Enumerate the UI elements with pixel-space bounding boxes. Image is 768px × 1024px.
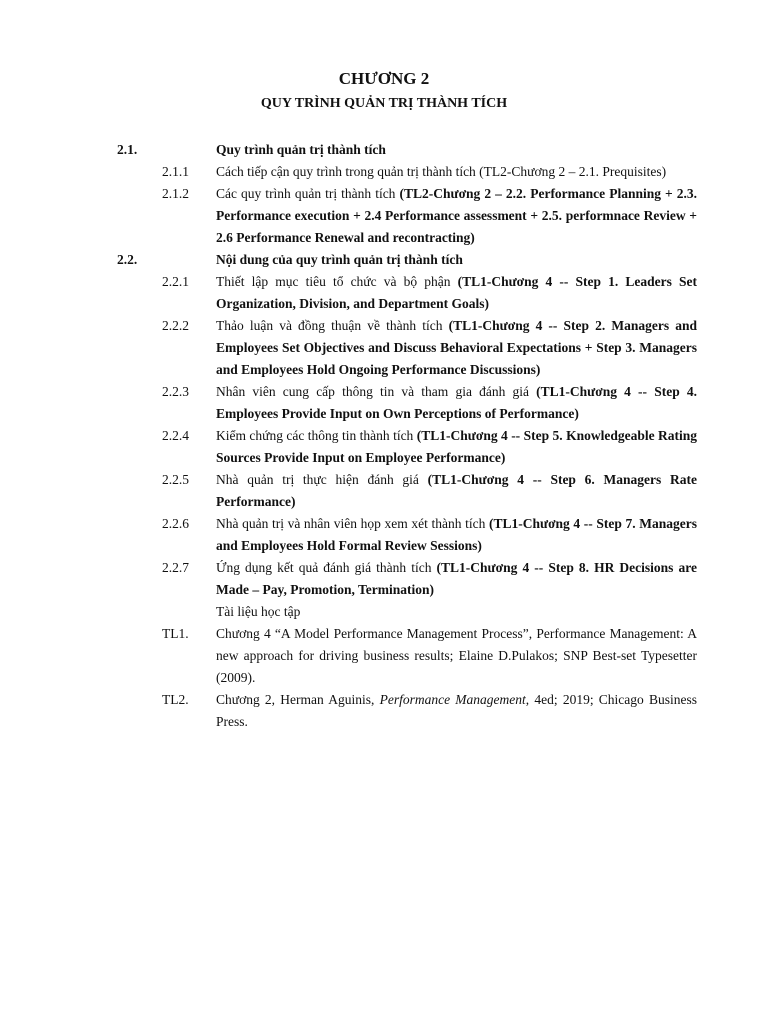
list-item-2-1-1 xyxy=(0,161,768,183)
item-text: Cách tiếp cận quy trình trong quản trị thành tích (TL2-Chương 2 – 2.1. Prequisites) xyxy=(216,164,667,179)
list-item-2-2-7 xyxy=(0,557,768,601)
reference-number: TL1. xyxy=(162,626,189,641)
item-number: 2.2.3 xyxy=(162,384,189,399)
item-text: Nhà quản trị thực hiện đánh giá (TL1-Chương 4 -- Step 6. Managers Rate Performance) xyxy=(216,472,697,509)
reference-text: Chương 2, Herman Aguinis, Performance Management, 4ed; 2019; Chicago Business Press. xyxy=(216,692,697,729)
item-text: Thiết lập mục tiêu tổ chức và bộ phận (TL1-Chương 4 -- Step 1. Leaders Set Organization, Division, and Department Goals) xyxy=(216,274,697,311)
item-text: Nhà quản trị và nhân viên họp xem xét thành tích (TL1-Chương 4 -- Step 7. Managers and Employees Hold Formal Review Sessions) xyxy=(216,516,697,553)
item-text: Thảo luận và đồng thuận về thành tích (TL1-Chương 4 -- Step 2. Managers and Employees Set Objectives and Discuss Behavioral Expectations + Step 3. Managers and Employees Hold Ongoing Performance Discussions) xyxy=(216,318,698,377)
section-2-2-heading xyxy=(0,249,768,271)
section-title: Nội dung của quy trình quản trị thành tích xyxy=(216,252,463,267)
item-number: 2.2.2 xyxy=(162,318,189,333)
section-title: Quy trình quản trị thành tích xyxy=(216,142,386,157)
list-item-2-2-2 xyxy=(0,315,768,381)
item-number: 2.2.4 xyxy=(162,428,189,443)
item-number: 2.2.1 xyxy=(162,274,189,289)
item-number: 2.2.5 xyxy=(162,472,189,487)
item-number: 2.1.1 xyxy=(162,164,189,179)
references-heading xyxy=(0,601,768,623)
references-title: Tài liệu học tập xyxy=(216,604,301,619)
chapter-subtitle: QUY TRÌNH QUẢN TRỊ THÀNH TÍCH xyxy=(260,96,508,111)
list-item-2-1-2 xyxy=(0,183,768,249)
section-number: 2.1. xyxy=(117,142,138,157)
item-text: Kiểm chứng các thông tin thành tích (TL1-Chương 4 -- Step 5. Knowledgeable Rating Sources Provide Input on Employee Performance) xyxy=(216,428,698,465)
section-2-1-heading xyxy=(0,139,768,161)
reference-text: Chương 4 “A Model Performance Management Process”, Performance Management: A new approach for driving business results; Elaine D.Pulakos; SNP Best-set Typesetter (2009). xyxy=(216,626,697,685)
list-item-2-2-1 xyxy=(0,271,768,315)
item-text: Ứng dụng kết quả đánh giá thành tích (TL1-Chương 4 -- Step 8. HR Decisions are Made – Pay, Promotion, Termination) xyxy=(216,560,698,597)
item-number: 2.2.7 xyxy=(162,560,189,575)
item-number: 2.2.6 xyxy=(162,516,189,531)
reference-number: TL2. xyxy=(162,692,189,707)
reference-tl1 xyxy=(0,623,768,689)
item-text: Nhân viên cung cấp thông tin và tham gia đánh giá (TL1-Chương 4 -- Step 4. Employees Provide Input on Own Perceptions of Performance) xyxy=(216,384,697,421)
list-item-2-2-4 xyxy=(0,425,768,469)
item-number: 2.1.2 xyxy=(162,186,189,201)
chapter-title: CHƯƠNG 2 xyxy=(338,69,430,88)
document-content xyxy=(0,139,768,733)
reference-tl2 xyxy=(0,689,768,733)
list-item-2-2-5 xyxy=(0,469,768,513)
list-item-2-2-6 xyxy=(0,513,768,557)
list-item-2-2-3 xyxy=(0,381,768,425)
item-text: Các quy trình quản trị thành tích (TL2-Chương 2 – 2.2. Performance Planning + 2.3. Performance execution + 2.4 Performance assessment + 2.5. performnace Review + 2.6 Performance Renewal and recontracting) xyxy=(216,186,697,245)
section-number: 2.2. xyxy=(117,252,138,267)
